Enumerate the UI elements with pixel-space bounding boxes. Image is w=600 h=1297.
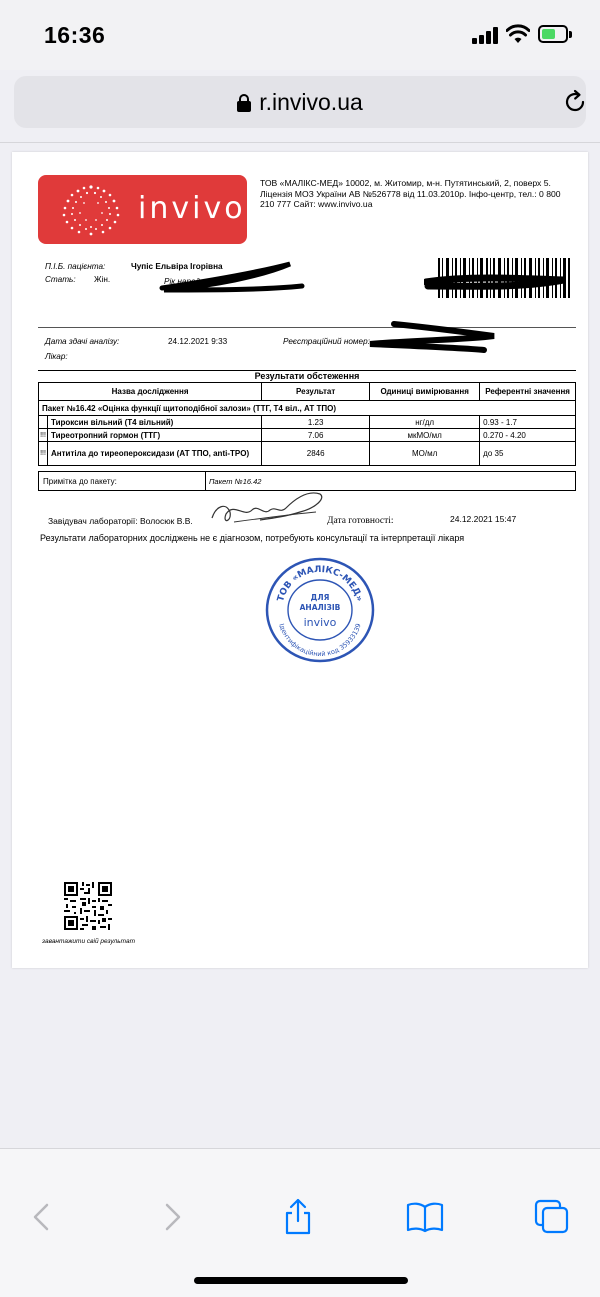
tabs-icon[interactable]	[532, 1197, 572, 1237]
invivo-logo	[38, 175, 247, 244]
reload-icon[interactable]	[562, 89, 588, 115]
bookmarks-icon[interactable]	[405, 1197, 445, 1237]
stamp-top-text: ТОВ «МАЛІКС-МЕД»	[276, 564, 364, 603]
logo-dots-icon	[56, 183, 126, 237]
registration-number-label: Реєстраційний номер:	[283, 337, 370, 346]
status-bar	[0, 0, 600, 70]
stamp-bottom-text: Ідентифікаційний код 35933139	[277, 622, 363, 659]
results-table	[38, 382, 576, 466]
alert-mark: !!!	[39, 442, 48, 466]
test-result: 7.06	[262, 429, 370, 442]
company-info: ТОВ «МАЛІКС-МЕД» 10002, м. Житомир, м-н. Путятинський, 2, поверх 5. Ліцензія МОЗ України АВ №526778 від 11.03.2010р. Інфо-центр, тел.: 0 800 210 777 Сайт: www.invivo.ua	[260, 178, 561, 210]
forward-icon[interactable]	[152, 1197, 192, 1237]
package-row	[39, 401, 576, 416]
qr-code[interactable]	[64, 882, 112, 930]
lock-icon	[237, 94, 251, 112]
doctor-label: Лікар:	[45, 352, 68, 361]
note-label: Примітка до пакету:	[43, 477, 117, 486]
header-result: Результат	[262, 383, 370, 401]
test-name: Тироксин вільний (Т4 вільний)	[48, 416, 262, 429]
signature	[204, 488, 334, 530]
barcode	[424, 252, 574, 302]
test-reference: 0.270 - 4.20	[480, 429, 576, 442]
test-name: Тиреотропний гормон (ТТГ)	[48, 429, 262, 442]
lab-head: Завідувач лабораторії: Волосюк В.В.	[48, 516, 193, 526]
address-bar[interactable]	[14, 76, 586, 128]
logo-text: invivo	[138, 191, 246, 226]
header-reference: Референтні значення	[480, 383, 576, 401]
header-test-name: Назва дослідження	[39, 383, 262, 401]
redaction-scribble	[152, 260, 312, 296]
patient-name-label: П.І.Б. пацієнта:	[45, 262, 106, 271]
sex-value: Жін.	[94, 275, 111, 284]
qr-caption: завантажити свій результат	[42, 938, 135, 945]
birth-year-label: Рік народження:	[164, 277, 226, 286]
stamp-brand: invivo	[303, 616, 337, 629]
ready-date-label: Дата готовності:	[327, 516, 394, 526]
table-row	[39, 429, 576, 442]
registration-redaction	[364, 318, 514, 358]
home-indicator	[194, 1277, 408, 1284]
test-unit: нг/дл	[370, 416, 480, 429]
test-name: Антитіла до тиреопероксидази (АТ ТПО, anti-TPO)	[48, 442, 262, 466]
battery-icon	[538, 25, 568, 43]
test-unit: мкМО/мл	[370, 429, 480, 442]
stamp-line1: ДЛЯ	[310, 593, 330, 602]
stamp-seal	[264, 556, 376, 664]
browser-toolbar	[0, 1148, 600, 1297]
sex-label: Стать:	[45, 275, 76, 284]
header-units: Одиниці вимірювання	[370, 383, 480, 401]
analysis-date-label: Дата здачі аналізу:	[45, 337, 120, 346]
patient-name: Чупіс Ельвіра Ігорівна	[131, 262, 223, 271]
ready-date: 24.12.2021 15:47	[450, 514, 517, 524]
share-icon[interactable]	[278, 1197, 318, 1237]
test-result: 2846	[262, 442, 370, 466]
results-title: Результати обстеження	[38, 370, 576, 382]
note-value: Пакет №16.42	[209, 477, 262, 486]
test-result: 1.23	[262, 416, 370, 429]
status-time: 16:36	[44, 22, 106, 48]
table-header-row	[39, 383, 576, 401]
back-icon[interactable]	[22, 1197, 62, 1237]
wifi-icon	[506, 24, 530, 44]
alert-mark: !!!	[39, 429, 48, 442]
test-reference: до 35	[480, 442, 576, 466]
package-title: Пакет №16.42 «Оцінка функції щитоподібної залози» (ТТГ, Т4 віл., АТ ТПО)	[39, 401, 576, 416]
test-reference: 0.93 - 1.7	[480, 416, 576, 429]
table-row	[39, 416, 576, 429]
url-text[interactable]: r.invivo.ua	[259, 88, 363, 115]
alert-mark	[39, 416, 48, 429]
cellular-signal-icon	[472, 26, 500, 44]
disclaimer: Результати лабораторних досліджень не є діагнозом, потребують консультації та інтерпретації лікаря	[40, 533, 465, 543]
analysis-date: 24.12.2021 9:33	[168, 337, 228, 346]
lab-report-document	[12, 152, 588, 968]
table-row	[39, 442, 576, 466]
stamp-line2: АНАЛІЗІВ	[299, 603, 341, 612]
test-unit: МО/мл	[370, 442, 480, 466]
